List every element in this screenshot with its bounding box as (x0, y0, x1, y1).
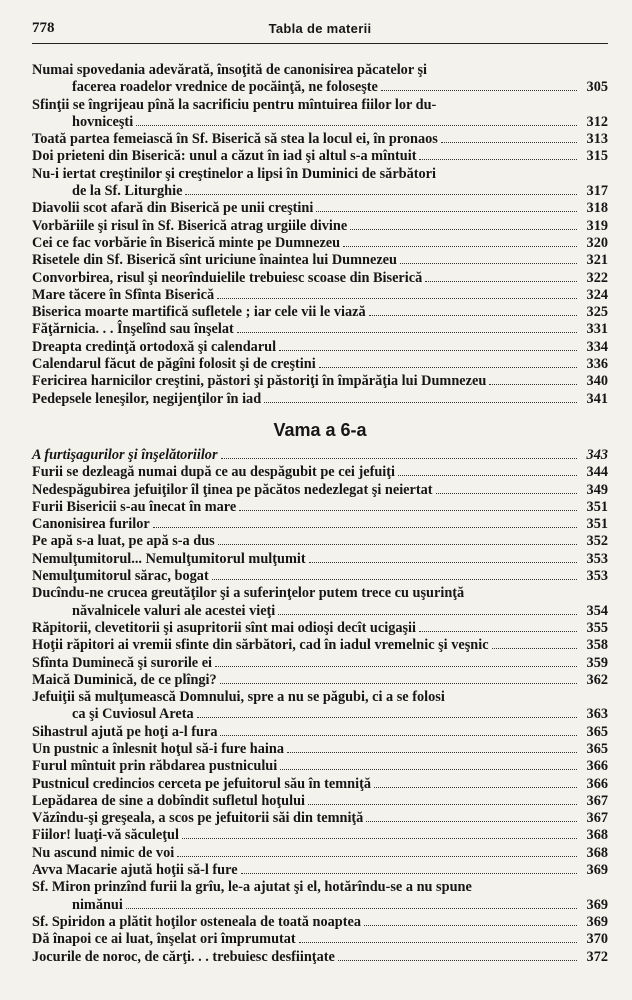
entry-page: 305 (586, 79, 608, 96)
entry-text: Furii se dezleagă numai după ce au despăgubit pe cei jefuiţi (32, 464, 395, 481)
toc-entry (32, 793, 608, 810)
toc-entry (32, 879, 608, 896)
toc-entry (32, 304, 608, 321)
entry-page: 369 (586, 896, 608, 913)
running-title: Tabla de materii (268, 21, 372, 36)
entry-text: Sf. Miron prinzînd furii la grîu, le-a ajutat şi el, hotărîndu-se a nu spune (32, 879, 472, 896)
entry-text: Hoţii răpitori ai vremii sfinte din sărbători, cad în iadul vremelnic şi veşnic (32, 637, 489, 654)
dot-leader (287, 752, 577, 753)
toc-entry (32, 148, 608, 165)
entry-text: Nu ascund nimic de voi (32, 844, 175, 861)
entry-text: Canonisirea furilor (32, 516, 150, 533)
toc-entry (32, 551, 608, 568)
entry-text-cont: ca şi Cuviosul Areta (72, 706, 194, 723)
entry-text: Pe apă s-a luat, pe apă s-a dus (32, 533, 215, 550)
entry-page: 340 (586, 373, 608, 390)
toc-entry (32, 339, 608, 356)
entry-page: 353 (586, 568, 608, 585)
entry-page: 365 (586, 740, 608, 757)
toc-entry (32, 845, 608, 862)
toc-entry (32, 776, 608, 793)
dot-leader (366, 821, 577, 822)
dot-leader (350, 229, 577, 230)
toc-entry (32, 200, 608, 217)
entry-text: Văzîndu-şi greşeala, a scos pe jefuitorii săi din temniţă (32, 810, 364, 827)
toc-entry (32, 724, 608, 741)
toc-entry-continuation (32, 114, 608, 131)
entry-page: 319 (586, 217, 608, 234)
entry-text: Sfinţii se îngrijeau pînă la sacrificiu pentru mîntuirea fiilor lor du- (32, 96, 437, 113)
dot-leader (218, 544, 577, 545)
dot-leader (400, 263, 577, 264)
entry-page: 320 (586, 234, 608, 251)
entry-text: Convorbirea, risul şi neorînduielile trebuiesc scoase din Biserică (32, 269, 423, 286)
toc-entry (32, 464, 608, 481)
section-1-entries (32, 62, 608, 408)
entry-text: Biserica moarte martifică sufletele ; iar cele vii le viază (32, 304, 366, 321)
entry-page: 363 (586, 706, 608, 723)
entry-page: 355 (586, 619, 608, 636)
toc-entry (32, 516, 608, 533)
entry-page: 325 (586, 304, 608, 321)
toc-entry-continuation (32, 603, 608, 620)
toc-entry (32, 287, 608, 304)
toc-entry (32, 131, 608, 148)
entry-page: 349 (586, 481, 608, 498)
toc-entry (32, 321, 608, 338)
dot-leader (319, 367, 577, 368)
dot-leader (309, 562, 577, 563)
toc-entry (32, 166, 608, 183)
toc-entry (32, 914, 608, 931)
entry-page: 322 (586, 269, 608, 286)
toc-entry (32, 391, 608, 408)
entry-text: Pedepsele leneşilor, negijenţilor în iad (32, 390, 262, 407)
dot-leader (374, 787, 577, 788)
toc-entry (32, 689, 608, 706)
toc-entry (32, 620, 608, 637)
entry-text: Răpitorii, clevetitorii şi asupritorii sînt mai odioşi decît ucigaşii (32, 619, 417, 636)
entry-text: Nedespăgubirea jefuiţilor îl ţinea pe păcătos nedezlegat şi neiertat (32, 481, 433, 498)
section-subtitle (32, 447, 608, 464)
toc-entry-continuation (32, 706, 608, 723)
toc-entry (32, 585, 608, 602)
dot-leader (436, 493, 577, 494)
dot-leader (237, 332, 577, 333)
toc-entry (32, 252, 608, 269)
entry-text: Ducîndu-ne crucea greutăţilor şi a suferinţelor putem trece cu uşurinţă (32, 585, 465, 602)
entry-page: 315 (586, 148, 608, 165)
dot-leader (299, 942, 577, 943)
entry-text: Vorbăriile şi risul în Sf. Biserică atrag urgiile divine (32, 217, 348, 234)
entry-text: Risetele din Sf. Biserică sînt uriciune înaintea lui Dumnezeu (32, 252, 397, 269)
toc-entry (32, 218, 608, 235)
toc-entry (32, 862, 608, 879)
dot-leader (419, 159, 577, 160)
toc-entry (32, 533, 608, 550)
entry-page: 354 (586, 602, 608, 619)
toc-entry (32, 62, 608, 79)
entry-page: 370 (586, 931, 608, 948)
entry-text: Pustnicul credincios cerceta pe jefuitorul său în temniţă (32, 775, 371, 792)
dot-leader (197, 717, 577, 718)
toc-entry (32, 949, 608, 966)
page-header (32, 18, 608, 42)
entry-text: Jocurile de noroc, de cărţi. . . trebuiesc desfiinţate (32, 948, 335, 965)
entry-page: 317 (586, 183, 608, 200)
entry-page: 367 (586, 792, 608, 809)
dot-leader (489, 384, 577, 385)
entry-text: Dă înapoi ce ai luat, înşelat ori împrumutat (32, 931, 296, 948)
entry-page: 368 (586, 827, 608, 844)
page-number: 778 (32, 20, 55, 36)
entry-page: 365 (586, 723, 608, 740)
entry-page: 369 (586, 862, 608, 879)
toc-entry (32, 235, 608, 252)
entry-text-cont: hovniceşti (72, 113, 134, 130)
dot-leader (381, 90, 577, 91)
dot-leader (369, 315, 577, 316)
dot-leader (182, 838, 577, 839)
entry-text-cont: năvalnicele valuri ale acestei vieţi (72, 602, 276, 619)
toc-entry (32, 810, 608, 827)
entry-page: 344 (586, 464, 608, 481)
entry-page: 353 (586, 550, 608, 567)
toc-entry (32, 373, 608, 390)
entry-page: 336 (586, 356, 608, 373)
dot-leader (343, 246, 577, 247)
dot-leader (153, 527, 577, 528)
dot-leader (212, 579, 577, 580)
toc-entry (32, 637, 608, 654)
entry-text: Sfînta Duminecă şi surorile ei (32, 654, 213, 671)
toc-entry (32, 482, 608, 499)
toc-entry (32, 672, 608, 689)
dot-leader (241, 873, 577, 874)
toc-entry (32, 97, 608, 114)
dot-leader (215, 666, 577, 667)
dot-leader (280, 769, 577, 770)
entry-page: 351 (586, 498, 608, 515)
toc-entry-continuation (32, 79, 608, 96)
entry-text: Diavolii scot afară din Biserică pe unii creştini (32, 200, 314, 217)
dot-leader (338, 960, 577, 961)
entry-text: Făţărnicia. . . Înşelînd sau înşelat (32, 321, 234, 338)
dot-leader (264, 402, 577, 403)
entry-page: 341 (586, 390, 608, 407)
entry-text: Sihastrul ajută pe hoţi a-l fura (32, 723, 218, 740)
dot-leader (126, 908, 577, 909)
entry-page: 351 (586, 516, 608, 533)
toc-entry (32, 499, 608, 516)
dot-leader (364, 925, 577, 926)
table-of-contents (32, 62, 608, 966)
dot-leader (492, 648, 577, 649)
entry-text: Fericirea harnicilor creştini, păstori şi păstoriţi în împărăţia lui Dumnezeu (32, 373, 487, 390)
toc-entry (32, 356, 608, 373)
entry-text: Avva Macarie ajută hoţii să-l fure (32, 862, 238, 879)
entry-text: Fiilor! luaţi-vă săculeţul (32, 827, 179, 844)
entry-text-cont: de la Sf. Liturghie (72, 183, 183, 200)
entry-text: Nu-i iertat creştinilor şi creştinelor a lipsi în Duminici de sărbători (32, 165, 436, 182)
toc-entry (32, 931, 608, 948)
entry-page: 358 (586, 637, 608, 654)
entry-text: Numai spovedania adevărată, însoţită de canonisirea păcatelor şi (32, 62, 428, 78)
entry-page: 368 (586, 844, 608, 861)
entry-text: Mare tăcere în Sfînta Biserică (32, 286, 215, 303)
entry-text: Calendarul făcut de păgîni folosit şi de creştini (32, 356, 316, 373)
dot-leader (185, 194, 577, 195)
header-rule (32, 43, 608, 44)
toc-entry (32, 741, 608, 758)
entry-text: Dreapta credinţă ortodoxă şi calendarul (32, 338, 277, 355)
entry-text: Jefuiţii să mulţumească Domnului, spre a nu se păgubi, ci a se folosi (32, 689, 445, 706)
section-title: Vama a 6-a (273, 419, 367, 440)
subtitle-text: A furtişagurilor şi înşelătoriilor (32, 446, 218, 463)
entry-page: 352 (586, 533, 608, 550)
entry-text: Doi prieteni din Biserică: unul a căzut în iad şi altul s-a mîntuit (32, 148, 417, 165)
dot-leader (279, 350, 577, 351)
dot-leader (308, 804, 577, 805)
subtitle-page: 343 (586, 446, 608, 463)
dot-leader (136, 125, 577, 126)
entry-text: Toată partea femeiască în Sf. Biserică să stea la locul ei, în pronaos (32, 131, 438, 148)
entry-text: Cei ce fac vorbărie în Biserică minte pe Dumnezeu (32, 234, 341, 251)
dot-leader (278, 614, 577, 615)
entry-page: 359 (586, 654, 608, 671)
dot-leader (217, 298, 577, 299)
section-2-entries (32, 464, 608, 966)
entry-text: Nemulţumitorul... Nemulţumitorul mulţumit (32, 550, 306, 567)
entry-page: 367 (586, 810, 608, 827)
toc-entry (32, 827, 608, 844)
dot-leader (239, 510, 577, 511)
toc-entry-continuation (32, 897, 608, 914)
entry-text: Un pustnic a înlesnit hoţul să-i fure haina (32, 740, 284, 757)
dot-leader (441, 142, 577, 143)
entry-page: 321 (586, 252, 608, 269)
dot-leader (398, 475, 577, 476)
entry-page: 312 (586, 113, 608, 130)
entry-text: Maică Duminică, de ce plîngi? (32, 671, 217, 688)
entry-page: 331 (586, 321, 608, 338)
entry-text: Furii Bisericii s-au înecat în mare (32, 498, 237, 515)
toc-entry-continuation (32, 183, 608, 200)
entry-page: 334 (586, 338, 608, 355)
entry-page: 362 (586, 671, 608, 688)
entry-page: 366 (586, 775, 608, 792)
dot-leader (220, 683, 577, 684)
entry-page: 369 (586, 913, 608, 930)
dot-leader (425, 281, 577, 282)
entry-page: 366 (586, 758, 608, 775)
entry-page: 372 (586, 948, 608, 965)
entry-text: Nemulţumitorul sărac, bogat (32, 568, 209, 585)
entry-text-cont: nimănui (72, 896, 123, 913)
toc-entry (32, 655, 608, 672)
toc-entry (32, 758, 608, 775)
entry-text-cont: facerea roadelor vrednice de pocăinţă, ne foloseşte (72, 79, 378, 96)
entry-text: Sf. Spiridon a plătit hoţilor osteneala de toată noaptea (32, 913, 361, 930)
dot-leader (419, 631, 577, 632)
toc-entry (32, 270, 608, 287)
entry-page: 318 (586, 200, 608, 217)
dot-leader (220, 735, 577, 736)
entry-page: 313 (586, 131, 608, 148)
toc-entry (32, 568, 608, 585)
dot-leader (221, 458, 577, 459)
entry-text: Lepădarea de sine a dobîndit sufletul hoţului (32, 792, 306, 809)
dot-leader (177, 856, 577, 857)
entry-page: 324 (586, 286, 608, 303)
entry-text: Furul mîntuit prin răbdarea pustnicului (32, 758, 278, 775)
dot-leader (316, 211, 577, 212)
